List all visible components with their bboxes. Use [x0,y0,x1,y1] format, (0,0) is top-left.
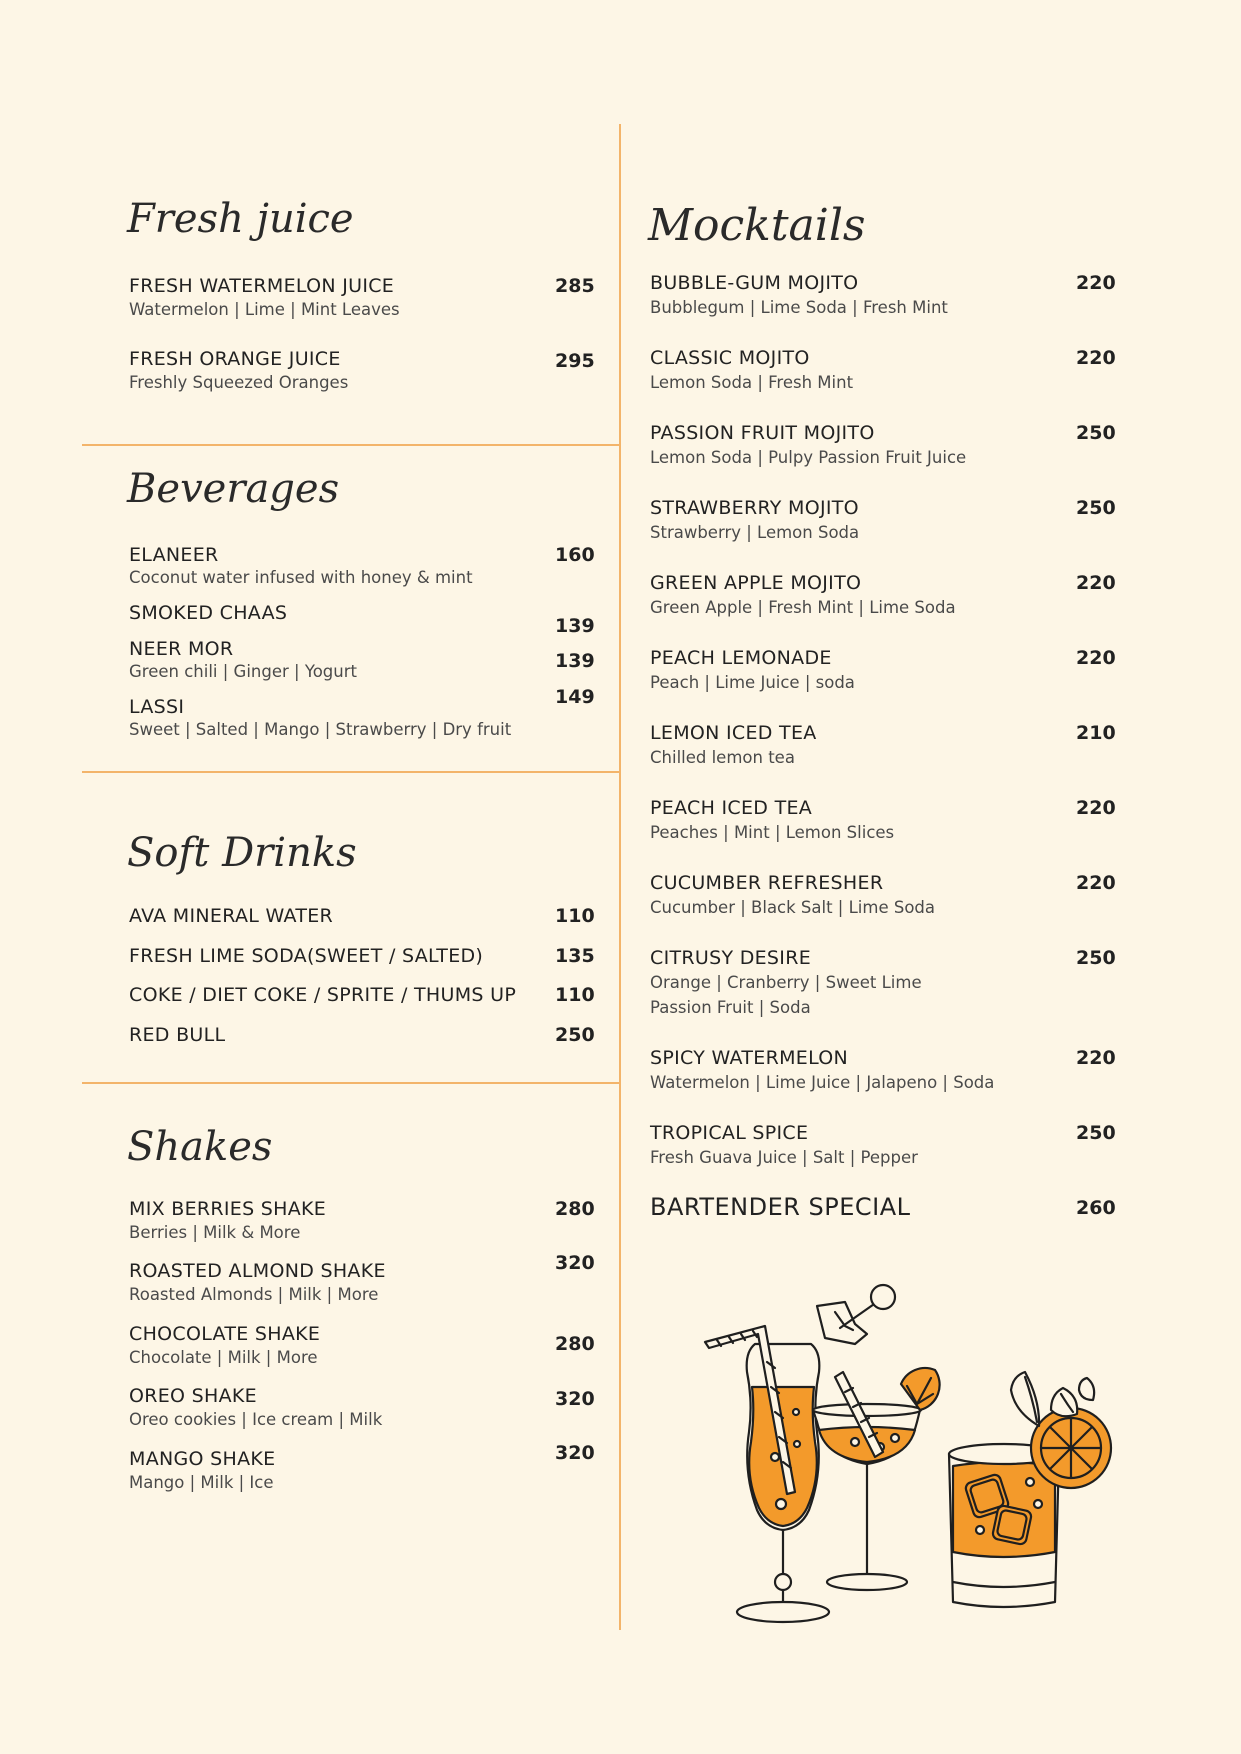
strawberry-mojito-price: 250 [1076,497,1116,519]
smoked-chaas-name: SMOKED CHAAS [129,602,288,624]
ava-mineral-water-price: 110 [555,905,595,927]
cucumber-refresher-desc: Cucumber | Black Salt | Lime Soda [650,898,936,917]
fresh-orange-juice-price: 295 [555,350,595,372]
bubble-gum-mojito-price: 220 [1076,272,1116,294]
peach-iced-tea-price: 220 [1076,797,1116,819]
neer-mor-name: NEER MOR [129,638,234,660]
cucumber-refresher-price: 220 [1076,872,1116,894]
tropical-spice-desc: Fresh Guava Juice | Salt | Pepper [650,1148,918,1167]
lassi-price: 149 [555,686,595,708]
peach-iced-tea-name: PEACH ICED TEA [650,797,813,819]
roasted-almond-shake-name: ROASTED ALMOND SHAKE [129,1260,386,1282]
lemon-iced-tea-name: LEMON ICED TEA [650,722,817,744]
cocktail-glasses-icon [695,1282,1130,1627]
fresh-watermelon-juice-price: 285 [555,275,595,297]
bartender-special-name: BARTENDER SPECIAL [650,1193,911,1221]
spicy-watermelon-desc: Watermelon | Lime Juice | Jalapeno | Soda [650,1073,995,1092]
classic-mojito-desc: Lemon Soda | Fresh Mint [650,373,854,392]
beverages-heading: Beverages [127,466,340,512]
bubble-gum-mojito-desc: Bubblegum | Lime Soda | Fresh Mint [650,298,948,317]
mix-berries-shake-desc: Berries | Milk & More [129,1223,301,1242]
fresh-lime-soda-price: 135 [555,945,595,967]
fresh-juice-heading: Fresh juice [127,196,354,242]
green-apple-mojito-name: GREEN APPLE MOJITO [650,572,862,594]
fresh-orange-juice-desc: Freshly Squeezed Oranges [129,373,349,392]
ava-mineral-water-name: AVA MINERAL WATER [129,905,334,927]
lassi-name: LASSI [129,696,185,718]
elaneer-price: 160 [555,544,595,566]
coke-name: COKE / DIET COKE / SPRITE / THUMS UP [129,984,517,1006]
citrusy-desire-desc: Orange | Cranberry | Sweet Lime [650,973,922,992]
tropical-spice-name: TROPICAL SPICE [650,1122,809,1144]
passion-fruit-mojito-desc: Lemon Soda | Pulpy Passion Fruit Juice [650,448,967,467]
green-apple-mojito-desc: Green Apple | Fresh Mint | Lime Soda [650,598,956,617]
elaneer-desc: Coconut water infused with honey & mint [129,568,473,587]
fresh-watermelon-juice-name: FRESH WATERMELON JUICE [129,275,395,297]
section-divider-2 [82,771,620,773]
green-apple-mojito-price: 220 [1076,572,1116,594]
citrusy-desire-price: 250 [1076,947,1116,969]
oreo-shake-name: OREO SHAKE [129,1385,257,1407]
passion-fruit-mojito-name: PASSION FRUIT MOJITO [650,422,875,444]
neer-mor-desc: Green chili | Ginger | Yogurt [129,662,357,681]
cucumber-refresher-name: CUCUMBER REFRESHER [650,872,884,894]
mango-shake-desc: Mango | Milk | Ice [129,1473,274,1492]
classic-mojito-price: 220 [1076,347,1116,369]
passion-fruit-mojito-price: 250 [1076,422,1116,444]
red-bull-name: RED BULL [129,1024,226,1046]
strawberry-mojito-desc: Strawberry | Lemon Soda [650,523,860,542]
roasted-almond-shake-desc: Roasted Almonds | Milk | More [129,1285,379,1304]
fresh-watermelon-juice-desc: Watermelon | Lime | Mint Leaves [129,300,400,319]
oreo-shake-desc: Oreo cookies | Ice cream | Milk [129,1410,383,1429]
peach-iced-tea-desc: Peaches | Mint | Lemon Slices [650,823,895,842]
lemon-iced-tea-desc: Chilled lemon tea [650,748,795,767]
spicy-watermelon-name: SPICY WATERMELON [650,1047,849,1069]
chocolate-shake-desc: Chocolate | Milk | More [129,1348,318,1367]
citrusy-desire-desc-line2: Passion Fruit | Soda [650,998,811,1017]
neer-mor-price: 139 [555,650,595,672]
soft-drinks-heading: Soft Drinks [127,830,357,876]
section-divider-3 [82,1082,620,1084]
lassi-desc: Sweet | Salted | Mango | Strawberry | Dry fruit [129,720,512,739]
classic-mojito-name: CLASSIC MOJITO [650,347,810,369]
smoked-chaas-price: 139 [555,615,595,637]
section-divider-1 [82,444,620,446]
mix-berries-shake-name: MIX BERRIES SHAKE [129,1198,327,1220]
mango-shake-price: 320 [555,1442,595,1464]
fresh-lime-soda-name: FRESH LIME SODA(SWEET / SALTED) [129,945,484,967]
bartender-special-price: 260 [1076,1197,1116,1219]
spicy-watermelon-price: 220 [1076,1047,1116,1069]
mocktails-heading: Mocktails [648,200,866,251]
column-divider [619,124,621,1630]
citrusy-desire-name: CITRUSY DESIRE [650,947,811,969]
chocolate-shake-price: 280 [555,1333,595,1355]
mix-berries-shake-price: 280 [555,1198,595,1220]
strawberry-mojito-name: STRAWBERRY MOJITO [650,497,859,519]
peach-lemonade-name: PEACH LEMONADE [650,647,832,669]
red-bull-price: 250 [555,1024,595,1046]
lemon-iced-tea-price: 210 [1076,722,1116,744]
elaneer-name: ELANEER [129,544,219,566]
oreo-shake-price: 320 [555,1388,595,1410]
roasted-almond-shake-price: 320 [555,1252,595,1274]
shakes-heading: Shakes [127,1124,273,1170]
peach-lemonade-desc: Peach | Lime Juice | soda [650,673,855,692]
chocolate-shake-name: CHOCOLATE SHAKE [129,1323,321,1345]
coke-price: 110 [555,984,595,1006]
fresh-orange-juice-name: FRESH ORANGE JUICE [129,348,341,370]
tropical-spice-price: 250 [1076,1122,1116,1144]
peach-lemonade-price: 220 [1076,647,1116,669]
mango-shake-name: MANGO SHAKE [129,1448,276,1470]
bubble-gum-mojito-name: BUBBLE-GUM MOJITO [650,272,859,294]
